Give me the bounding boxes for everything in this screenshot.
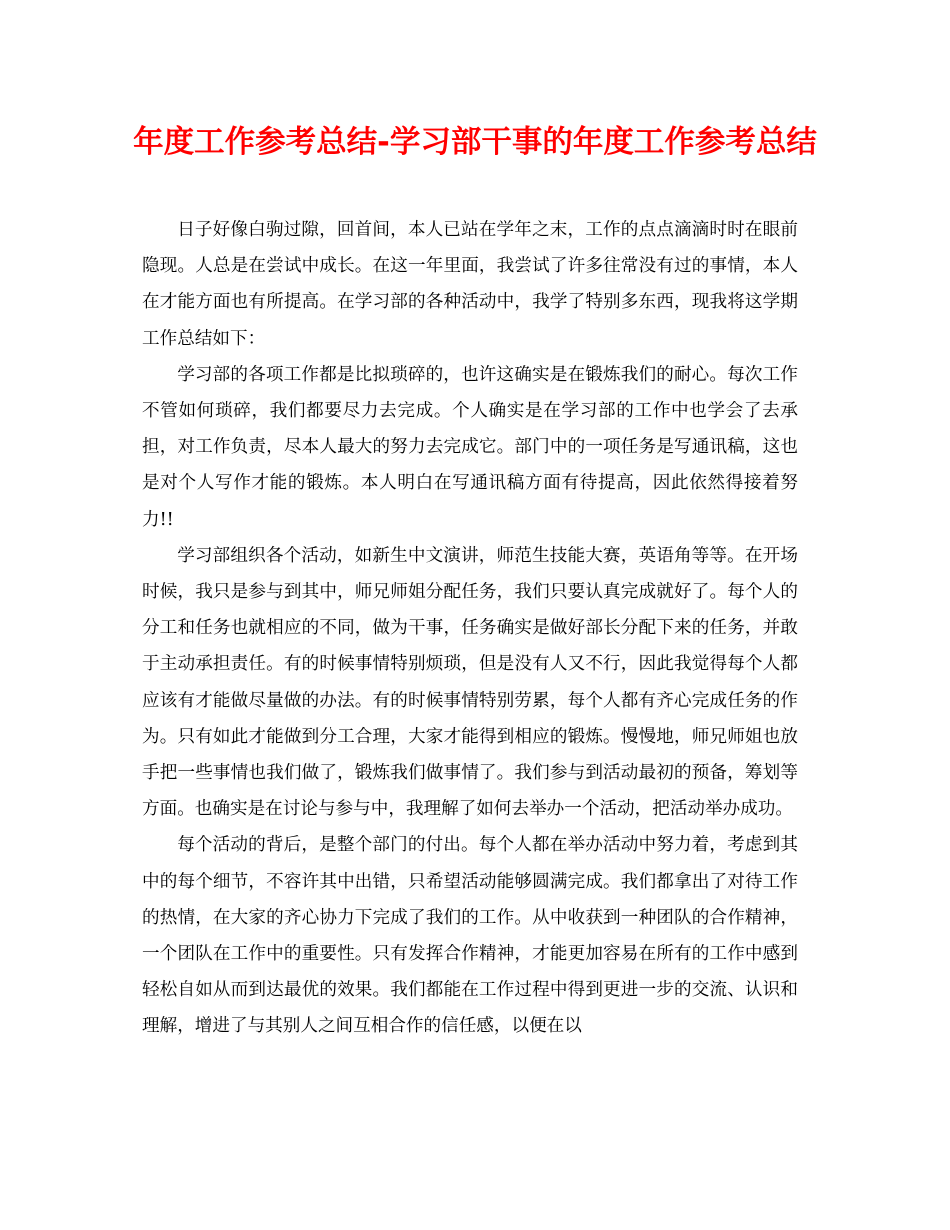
paragraph-2: 学习部的各项工作都是比拟琐碎的，也许这确实是在锻炼我们的耐心。每次工作不管如何琐碎，我们都要尽力去完成。个人确实是在学习部的工作中也学会了去承担，对工作负责，尽本人最大的努力去完成它。部门中的一项任务是写通讯稿，这也是对个人写作才能的锻炼。本人明白在写通讯稿方面有待提高，因此依然得接着努力!! bbox=[142, 364, 798, 530]
paragraph-4: 每个活动的背后，是整个部门的付出。每个人都在举办活动中努力着，考虑到其中的每个细节，不容许其中出错，只希望活动能够圆满完成。我们都拿出了对待工作的热情，在大家的齐心协力下完成了我们的工作。从中收获到一种团队的合作精神，一个团队在工作中的重要性。只有发挥合作精神，才能更加容易在所有的工作中感到轻松自如从而到达最优的效果。我们都能在工作过程中得到更进一步的交流、认识和理解，增进了与其别人之间互相合作的信任感，以便在以 bbox=[142, 835, 798, 1037]
paragraph-1: 日子好像白驹过隙，回首间，本人已站在学年之末，工作的点点滴滴时时在眼前隐现。人总是在尝试中成长。在这一年里面，我尝试了许多往常没有过的事情，本人在才能方面也有所提高。在学习部的各种活动中，我学了特别多东西，现我将这学期工作总结如下： bbox=[142, 220, 798, 349]
document-title: 年度工作参考总结-学习部干事的年度工作参考总结 bbox=[133, 125, 817, 160]
paragraph-3: 学习部组织各个活动，如新生中文演讲，师范生技能大赛，英语角等等。在开场时候，我只是参与到其中，师兄师姐分配任务，我们只要认真完成就好了。每个人的分工和任务也就相应的不同，做为干事，任务确实是做好部长分配下来的任务，并敢于主动承担责任。有的时候事情特别烦琐，但是没有人又不行，因此我觉得每个人都应该有才能做尽量做的办法。有的时候事情特别劳累，每个人都有齐心完成任务的作为。只有如此才能做到分工合理，大家才能得到相应的锻炼。慢慢地，师兄师姐也放手把一些事情也我们做了，锻炼我们做事情了。我们参与到活动最初的预备，筹划等方面。也确实是在讨论与参与中，我理解了如何去举办一个活动，把活动举办成功。 bbox=[142, 545, 798, 820]
document-body bbox=[142, 212, 798, 1045]
